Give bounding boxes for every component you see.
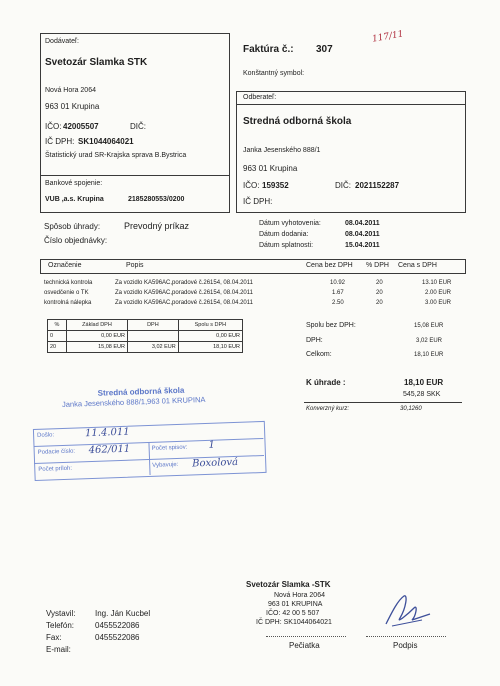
bank-account: 2185280553/0200 xyxy=(128,196,185,203)
item-designation: kontrolná nálepka xyxy=(44,300,92,306)
items-header-vat-pct: % DPH xyxy=(366,262,389,269)
constant-symbol-label: Konštantný symbol: xyxy=(243,70,305,77)
grand-total-label: Celkom: xyxy=(306,351,332,358)
vat-summary-table xyxy=(47,319,243,353)
net-total-label: Spolu bez DPH: xyxy=(306,322,356,329)
supplier-label: Dodávateľ: xyxy=(45,38,79,45)
supplier-stamp-ico: IČO: 42 00 5 507 xyxy=(266,610,320,617)
item-vat: 20 xyxy=(376,290,383,296)
signature-line xyxy=(366,636,446,637)
stamp-received-label: Došlo: xyxy=(37,432,55,439)
items-header-designation: Označenie xyxy=(48,262,82,269)
vat-total: 0,00 EUR xyxy=(178,331,242,342)
stamp-school-address: Janka Jesenského 888/1,963 01 KRUPINA xyxy=(61,394,206,409)
customer-dic-label: DIČ: xyxy=(335,181,351,190)
due-date-label: Dátum splatnosti: xyxy=(259,242,314,249)
vat-base: 15,08 EUR xyxy=(67,342,128,353)
supplier-icdph-label: IČ DPH: xyxy=(45,137,75,146)
table-row xyxy=(40,280,464,289)
supplier-icdph: SK1044064021 xyxy=(78,137,134,146)
vat-header-vat: DPH xyxy=(127,320,178,331)
invoice-number: 307 xyxy=(316,44,333,55)
stamp-school-name: Stredná odborná škola xyxy=(97,385,185,398)
stamp-files: 1 xyxy=(208,439,216,451)
supplier-city: 963 01 Krupina xyxy=(45,102,100,111)
amount-due: 18,10 EUR xyxy=(404,378,444,387)
item-vat: 20 xyxy=(376,280,383,286)
vat-header-base: Základ DPH xyxy=(67,320,128,331)
vat-amount: 3,02 EUR xyxy=(127,342,178,353)
phone-label: Telefón: xyxy=(46,621,75,630)
issue-date: 08.04.2011 xyxy=(345,220,380,227)
stamp-reg-label: Podacie číslo: xyxy=(37,448,76,456)
item-price-ex: 2.50 xyxy=(332,300,344,306)
item-price-ex: 10.92 xyxy=(330,280,346,286)
stamp-handled-by: Boxolová xyxy=(192,456,239,470)
customer-label-divider xyxy=(236,104,465,105)
receipt-stamp xyxy=(31,381,264,479)
vat-total: 18,10 EUR xyxy=(178,342,242,353)
email-label: E-mail: xyxy=(46,645,71,654)
item-price-ex: 1.67 xyxy=(332,290,344,296)
vat-base: 0,00 EUR xyxy=(67,331,128,342)
customer-label: Odberateľ: xyxy=(243,94,277,101)
vat-rate: 0 xyxy=(48,331,67,342)
vat-total-value: 3,02 EUR xyxy=(416,338,443,344)
amount-due-label: K úhrade : xyxy=(306,378,346,387)
phone: 0455522086 xyxy=(95,621,140,630)
supplier-register: Štatistický urad SR-Krajska sprava B.Bystrica xyxy=(45,152,187,159)
vat-table-header xyxy=(48,320,243,331)
vat-amount xyxy=(127,331,178,342)
totals-divider xyxy=(304,402,462,403)
item-price-inc: 2.00 EUR xyxy=(425,290,452,296)
delivery-date-label: Dátum dodania: xyxy=(259,231,309,238)
stamp-handled-label: Vybavuje: xyxy=(152,461,179,469)
customer-name: Stredná odborná škola xyxy=(243,116,352,127)
supplier-dic-label: DIČ: xyxy=(130,122,146,131)
item-description: Za vozidlo KA596AC,poradové č.26154, 08.04.2011 xyxy=(115,290,253,296)
issued-by-label: Vystavil: xyxy=(46,609,76,618)
supplier-stamp-icdph: IČ DPH: SK1044064021 xyxy=(256,619,332,626)
item-description: Za vozidlo KA596AC,poradové č.26154, 08.04.2011 xyxy=(115,300,253,306)
table-row xyxy=(40,290,464,299)
bank-divider xyxy=(40,175,229,176)
signature-icon xyxy=(378,590,434,632)
bank-name: VUB ,a.s. Krupina xyxy=(45,196,104,203)
bank-label: Bankové spojenie: xyxy=(45,180,103,187)
supplier-stamp-street: Nová Hora 2064 xyxy=(274,592,325,599)
fax-label: Fax: xyxy=(46,633,62,642)
item-vat: 20 xyxy=(376,300,383,306)
stamp-reg-number: 462/011 xyxy=(88,443,131,457)
payment-method: Prevodný príkaz xyxy=(124,221,190,231)
items-header-description: Popis xyxy=(126,262,144,269)
vat-header-rate: % xyxy=(48,320,67,331)
conversion-rate-label: Konverzný kurz: xyxy=(306,406,350,412)
supplier-ico: 42005507 xyxy=(63,122,99,131)
amount-due-skk: 545,28 SKK xyxy=(403,391,441,398)
delivery-date: 08.04.2011 xyxy=(345,231,380,238)
items-list xyxy=(40,280,464,312)
customer-street: Janka Jesenského 888/1 xyxy=(243,147,321,154)
vat-header-total: Spolu s DPH xyxy=(178,320,242,331)
item-price-inc: 13.10 EUR xyxy=(422,280,452,286)
customer-city: 963 01 Krupina xyxy=(243,164,298,173)
supplier-street: Nová Hora 2064 xyxy=(45,87,96,94)
due-date: 15.04.2011 xyxy=(345,242,380,249)
items-header-price-ex: Cena bez DPH xyxy=(306,262,353,269)
grand-total: 18,10 EUR xyxy=(414,352,444,358)
issued-by: Ing. Ján Kucbel xyxy=(95,609,151,618)
item-designation: osvedčenie o TK xyxy=(44,290,89,296)
net-total: 15,08 EUR xyxy=(414,323,444,329)
payment-method-label: Spôsob úhrady: xyxy=(44,222,101,231)
order-number-label: Číslo objednávky: xyxy=(44,236,108,245)
vat-rate: 20 xyxy=(48,342,67,353)
signature-label: Podpis xyxy=(393,641,418,650)
issue-date-label: Dátum vyhotovenia: xyxy=(259,220,321,227)
seal-line xyxy=(266,636,346,637)
supplier-ico-label: IČO: xyxy=(45,122,62,131)
supplier-stamp-city: 963 01 KRUPINA xyxy=(268,601,323,608)
fax: 0455522086 xyxy=(95,633,140,642)
item-designation: technická kontrola xyxy=(44,280,93,286)
conversion-rate: 30,1260 xyxy=(400,406,422,412)
vat-total-label: DPH: xyxy=(306,337,323,344)
customer-ico-label: IČO: xyxy=(243,181,260,190)
handwritten-reference: 117/11 xyxy=(371,29,405,45)
table-row xyxy=(48,331,243,342)
customer-ico: 159352 xyxy=(262,181,289,190)
stamp-attach-label: Počet príloh: xyxy=(38,465,73,473)
customer-dic: 2021152287 xyxy=(355,181,400,190)
customer-icdph-label: IČ DPH: xyxy=(243,197,273,206)
table-row xyxy=(48,342,243,353)
supplier-stamp-name: Svetozár Slamka -STK xyxy=(246,580,331,589)
item-description: Za vozidlo KA596AC,poradové č.26154, 08.04.2011 xyxy=(115,280,253,286)
table-row xyxy=(40,300,464,309)
items-header-price-inc: Cena s DPH xyxy=(398,262,437,269)
stamp-files-label: Počet spisov: xyxy=(151,444,188,452)
seal-label: Pečiatka xyxy=(289,641,320,650)
item-price-inc: 3.00 EUR xyxy=(425,300,452,306)
supplier-name: Svetozár Slamka STK xyxy=(45,57,148,68)
stamp-received-date: 11.4.011 xyxy=(84,426,130,440)
invoice-title: Faktúra č.: xyxy=(243,44,294,55)
